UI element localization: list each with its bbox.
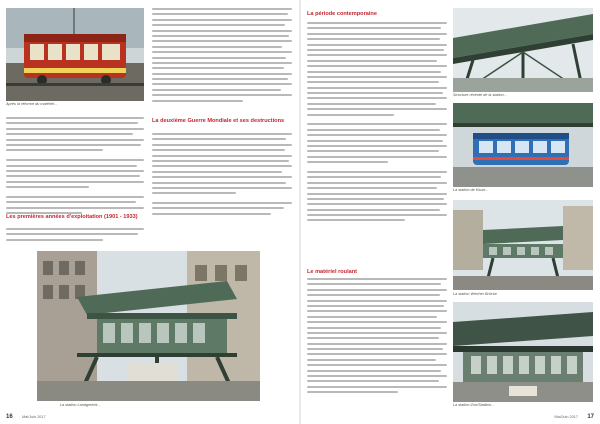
zoo-stadion-photo [453, 302, 593, 402]
war-text [152, 133, 292, 243]
right-page-number: 17 [587, 414, 594, 420]
historic-tram-photo [6, 8, 144, 101]
left-page-number: 16 [6, 414, 13, 420]
left-page [0, 0, 299, 424]
right-page-footer: Mai/Juin 2017 [554, 415, 578, 419]
left-page-footer: Mai/Juin 2017 [22, 415, 46, 419]
landgericht-station-photo [37, 251, 260, 401]
werther-bruecke-caption: La station Werther Brücke [453, 292, 497, 296]
kluse-station-photo [453, 103, 593, 187]
modern-structure-caption: Structure récente de la station... [453, 93, 507, 97]
modern-text [307, 22, 447, 260]
landgericht-caption: La station Landgericht... [60, 403, 101, 407]
early-years-heading: Les premières années d'exploitation (1901 - 1933) [6, 214, 138, 220]
war-heading: La deuxième Guerre Mondiale et ses destructions [152, 118, 285, 124]
zoo-stadion-caption: La station Zoo/Stadion... [453, 403, 495, 407]
rolling-stock-text [307, 278, 447, 408]
modern-heading: La période contemporaine [307, 11, 377, 17]
kluse-station-caption: La station de Kluse... [453, 188, 489, 192]
early-years-text [6, 228, 144, 248]
historic-tram-caption: Après la réforme du matériel... [6, 102, 58, 106]
rolling-stock-heading: Le matériel roulant [307, 269, 358, 275]
werther-bruecke-photo [453, 200, 593, 290]
modern-structure-photo [453, 8, 593, 92]
right-page [301, 0, 600, 424]
